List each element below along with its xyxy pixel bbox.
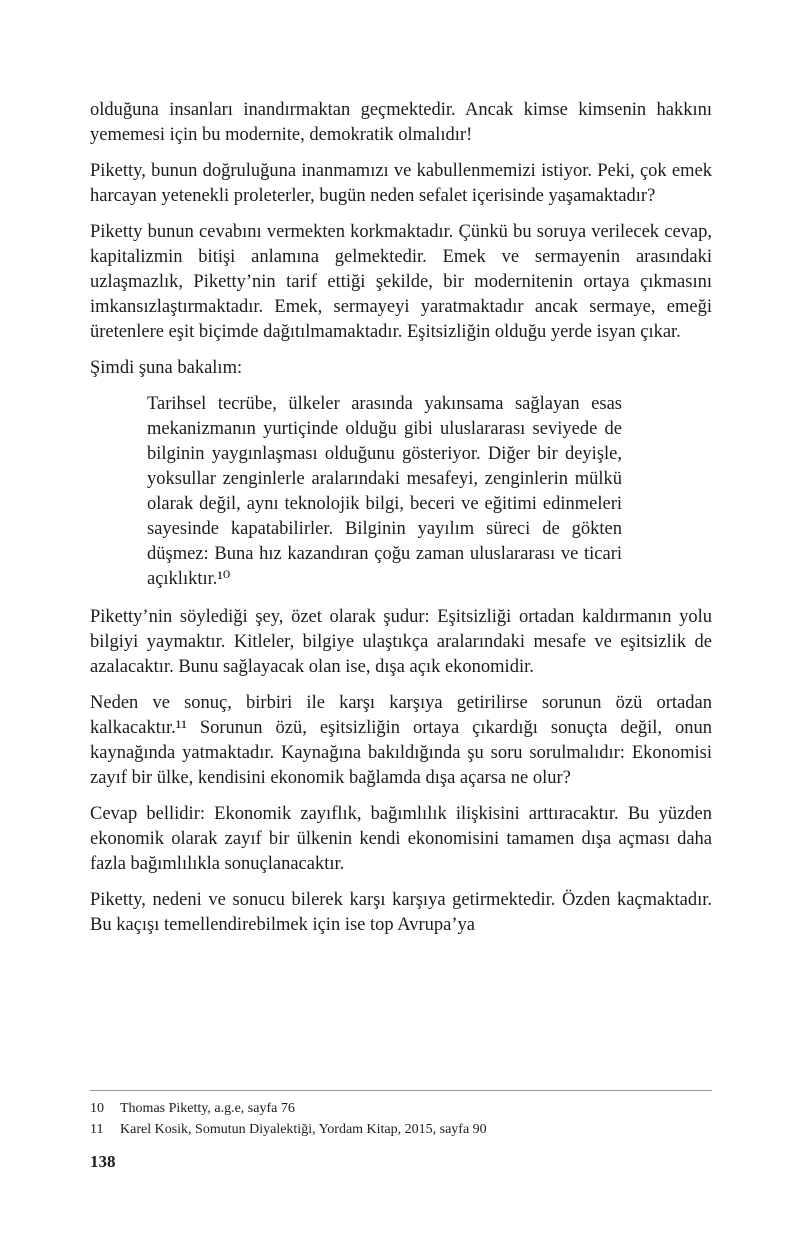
footnote-11 [90, 1119, 712, 1140]
footnote-number: 10 [90, 1101, 104, 1116]
paragraph-3: Piketty bunun cevabını vermekten korkmaktadır. Çünkü bu soruya verilecek cevap, kapitalizmin bitişi anlamına gelmektedir. Emek ve sermayenin arasındaki uzlaşmazlık, Piketty’nin tarif ettiği şekilde, bir modernitenin ortaya çıkmasını imkansızlaştırmaktadır. Emek, sermayeyi yaratmaktadır ancak sermaye, emeği üretenlere eşit biçimde dağıtılmamaktadır. Eşitsizliğin olduğu yerde isyan çıkar. [90, 222, 712, 342]
paragraph-4: Şimdi şuna bakalım: [90, 358, 243, 378]
footnote-number: 11 [90, 1122, 104, 1137]
page-number: 138 [90, 1152, 116, 1171]
paragraph-5: Piketty’nin söylediği şey, özet olarak şudur: Eşitsizliği ortadan kaldırmanın yolu bilgiyi yaymaktır. Kitleler, bilgiye ulaştıkça aralarındaki mesafe ve eşitsizlik de azalacaktır. Bunu sağlayacak olan ise, dışa açık ekonomidir. [90, 607, 712, 677]
body-text [90, 98, 712, 949]
footnote-10 [90, 1098, 712, 1119]
footnote-text: Thomas Piketty, a.g.e, sayfa 76 [120, 1101, 295, 1116]
footnote-text: Karel Kosik, Somutun Diyalektiği, Yordam Kitap, 2015, sayfa 90 [120, 1122, 487, 1137]
paragraph-6: Neden ve sonuç, birbiri ile karşı karşıya getirilirse sorunun özü ortadan kalkacaktır.¹¹ Sorunun özü, eşitsizliğin ortaya çıkardığı sonuçta değil, onun kaynağında yatmaktadır. Kaynağına bakıldığında şu soru sorulmalıdır: Ekonomisi zayıf bir ülke, kendisini ekonomik bağlamda dışa açarsa ne olur? [90, 693, 712, 788]
paragraph-2: Piketty, bunun doğruluğuna inanmamızı ve kabullenmemizi istiyor. Peki, çok emek harcayan yetenekli proleterler, bugün neden sefalet içerisinde yaşamaktadır? [90, 161, 712, 206]
footnotes-section [90, 1090, 712, 1140]
paragraph-1: olduğuna insanları inandırmaktan geçmektedir. Ancak kimse kimsenin hakkını yememesi için bu modernite, demokratik olmalıdır! [90, 100, 712, 145]
paragraph-7: Cevap bellidir: Ekonomik zayıflık, bağımlılık ilişkisini arttıracaktır. Bu yüzden ekonomik olarak zayıf bir ülkenin kendi ekonomisini tamamen dışa açması daha fazla bağımlılıkla sonuçlanacaktır. [90, 804, 712, 874]
footnote-separator [90, 1090, 712, 1091]
block-quote: Tarihsel tecrübe, ülkeler arasında yakınsama sağlayan esas mekanizmanın yurtiçinde olduğu gibi uluslararası seviyede de bilginin yaygınlaşması olduğunu gösteriyor. Diğer bir deyişle, yoksullar zenginlerle aralarındaki mesafeyi, zenginlerin mülkü olarak değil, aynı teknolojik bilgi, beceri ve eğitimi edinmeleri sayesinde kapatabilirler. Bilginin yayılım süreci de gökten düşmez: Buna hız kazandıran çoğu zaman uluslararası ve ticari açıklıktır.¹⁰ [147, 394, 622, 589]
paragraph-8: Piketty, nedeni ve sonucu bilerek karşı karşıya getirmektedir. Özden kaçmaktadır. Bu kaçışı temellendirebilmek için ise top Avrupa’ya [90, 890, 712, 935]
